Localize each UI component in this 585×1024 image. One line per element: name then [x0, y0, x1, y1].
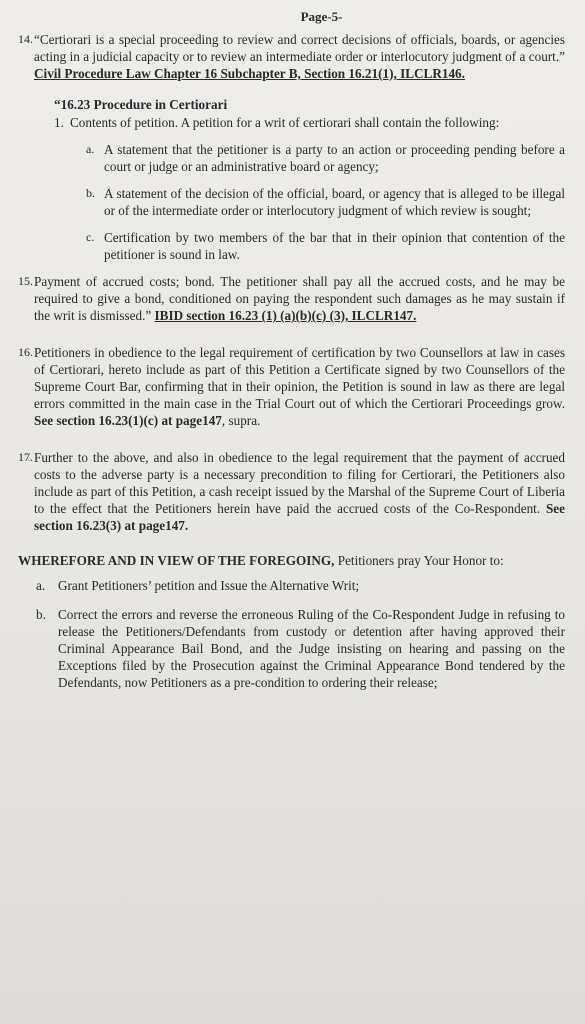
prayer-letter: a.	[36, 578, 46, 593]
paragraph-16	[18, 344, 565, 429]
sub-item-text: A statement that the petitioner is a party to an action or proceeding pending before a court or judge or an administrative board or agency;	[104, 142, 565, 174]
body-text: Petitioners in obedience to the legal requirement of certification by two Counsellors at law in cases of Certiorari, hereto include as part of this Petition a Certificate signed by two Counsellors of the Supreme Court Bar, confirming that in their opinion, the Petition is sound in law as there are legal errors committed in the main case in the Trial Court out of which the Certiorari Proceedings grow.	[34, 345, 565, 411]
citation: IBID section 16.23 (1) (a)(b)(c) (3), ILCLR147.	[154, 308, 417, 323]
prayer-text: Correct the errors and reverse the erroneous Ruling of the Co-Respondent Judge in refusing to release the Petitioners/Defendants from custody or detention after having approved their Criminal Appearance Bail Bond, and the Judge insisting on hearing and passing on the Exceptions filed by the Prosecution against the Criminal Appearance Bond tendered by the Defendants, now Petitioners as a pre-condition to ordering their release;	[58, 607, 565, 690]
paragraph-14	[18, 31, 565, 82]
paragraph-number: 17.	[18, 450, 33, 464]
paragraph-text	[34, 344, 565, 429]
paragraph-text	[34, 31, 565, 82]
sub-item-text: Certification by two members of the bar that in their opinion that contention of the petitioner is sound in law.	[104, 230, 565, 262]
citation: Civil Procedure Law Chapter 16 Subchapter B, Section 16.21(1), ILCLR146.	[34, 66, 465, 81]
item-text: Contents of petition. A petition for a writ of certiorari shall contain the following:	[70, 115, 500, 130]
paragraph-number: 14.	[18, 32, 33, 46]
paragraph-15	[18, 273, 565, 324]
sub-item-a	[86, 141, 565, 175]
sub-item-b	[86, 185, 565, 219]
paragraph-text	[34, 273, 565, 324]
paragraph-text	[34, 449, 565, 534]
item-number: 1.	[54, 115, 64, 130]
quote-text: Payment of accrued costs; bond. The petitioner shall pay all the accrued costs, and he may be required to give a bond, conditioned on paying the respondent such damages as he may sustain if the writ is dismissed.”	[34, 274, 565, 323]
wherefore-rest: Petitioners pray Your Honor to:	[334, 553, 504, 568]
quote-text: “Certiorari is a special proceeding to review and correct decisions of officials, boards, or agencies acting in a judicial capacity or to review an intermediate order or interlocutory judgment of a court.”	[34, 32, 565, 64]
sub-item-c	[86, 229, 565, 263]
section-16-23	[54, 96, 565, 263]
sub-item-letter: b.	[86, 186, 95, 200]
wherefore-clause	[18, 552, 565, 569]
sub-item-letter: c.	[86, 230, 95, 244]
citation: See section 16.23(1)(c) at page147	[34, 413, 222, 428]
wherefore-lead: WHEREFORE AND IN VIEW OF THE FOREGOING,	[18, 553, 335, 568]
prayer-text: Grant Petitioners’ petition and Issue the Alternative Writ;	[58, 578, 360, 593]
section-item-1	[54, 114, 565, 131]
prayer-item-a	[36, 577, 565, 594]
sub-item-text: A statement of the decision of the official, board, or agency that is alleged to be illegal or of the intermediate order or interlocutory judgment of which review is sought;	[104, 186, 565, 218]
paragraph-17	[18, 449, 565, 534]
body-text: Further to the above, and also in obedience to the legal requirement that the payment of accrued costs to the adverse party is a necessary precondition to filing for Certiorari, the Petitioners also include as part of this Petition, a cash receipt issued by the Marshal of the Supreme Court of Liberia to the effect that the Petitioners herein have paid the accrued costs of the Co-Respondent.	[34, 450, 565, 516]
paragraph-number: 15.	[18, 274, 33, 288]
citation-tail: , supra.	[221, 413, 261, 428]
page-number: Page-5-	[300, 9, 343, 24]
paragraph-number: 16.	[18, 345, 33, 359]
prayer-item-b	[36, 606, 565, 691]
sub-item-letter: a.	[86, 142, 95, 156]
prayer-letter: b.	[36, 607, 46, 622]
citation: See section 16.23(3) at page147.	[34, 501, 566, 533]
section-title: “16.23 Procedure in Certiorari	[54, 97, 228, 112]
